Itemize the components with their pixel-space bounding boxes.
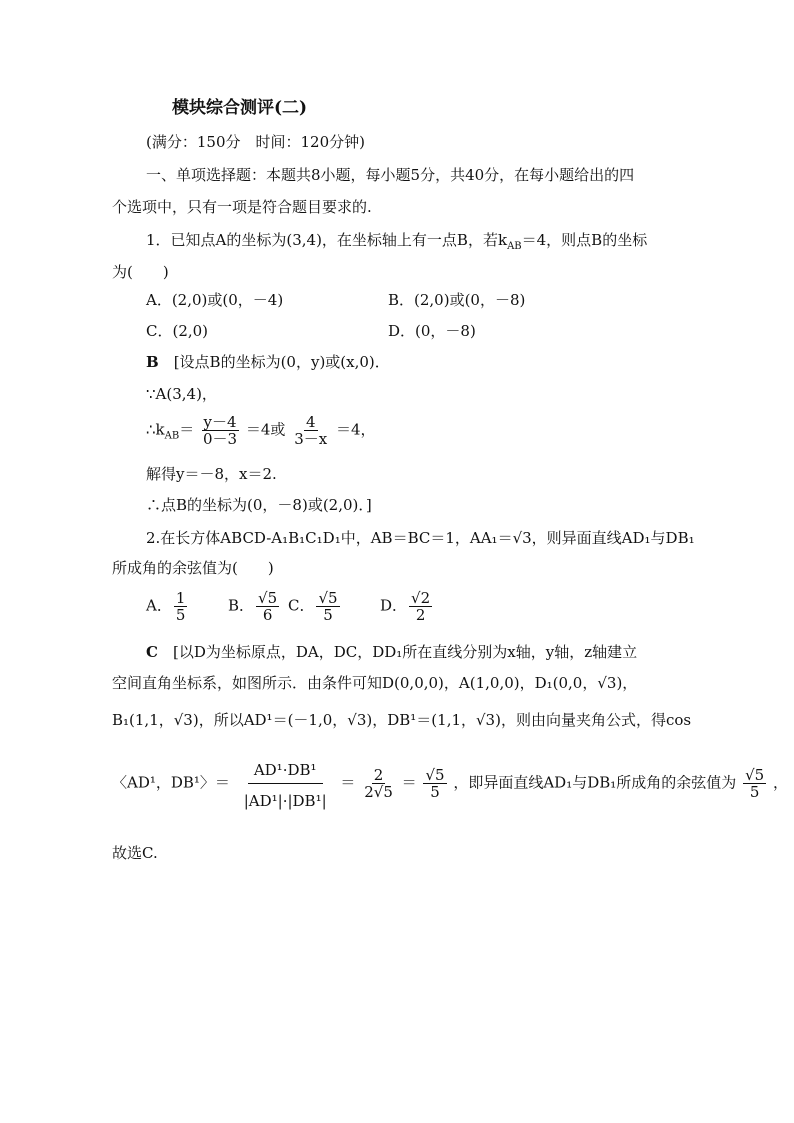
q1-answer-line2: ∵A(3,4)， xyxy=(146,385,217,403)
q2-answer-line1: C [以D为坐标原点，DA，DC，DD₁所在直线分别为x轴，y轴，z轴建立 xyxy=(146,643,638,661)
q2-option-c: C． $\frac{√5}{5}$ xyxy=(288,589,338,624)
q1-option-a: A．(2,0)或(0，－4) xyxy=(146,291,284,309)
q2-option-b: B． $\frac{√5}{6}$ xyxy=(228,589,278,624)
q2-fraction-2-over-2sqrt5: $\frac{2}{2√5}$ xyxy=(364,766,393,801)
q1-answer-line5: ∴点B的坐标为(0，－8)或(2,0)．] xyxy=(146,496,372,514)
q1-stem-line2: 为( ) xyxy=(112,263,169,281)
q1-answer-letter: B xyxy=(146,353,159,371)
q1-answer-line3: $\therefore k_{AB}=$ $\frac{y-4}{0-3}$ ＝4或 $\frac{4}{3-x}$ ＝4， xyxy=(146,413,376,448)
page-title: 模块综合测评(二) xyxy=(172,98,308,118)
q1-fraction-slope2: $\frac{4}{3-x}$ xyxy=(294,413,328,448)
q1-option-c: C．(2,0) xyxy=(146,322,209,340)
q2-answer-line2: 空间直角坐标系，如图所示．由条件可知D(0,0,0)，A(1,0,0)，D₁(0,0，√3)， xyxy=(112,674,638,692)
q2-answer-line3: B₁(1,1，√3)，所以AD¹＝(－1,0，√3)，DB¹＝(1,1，√3)，则由向量夹角公式，得cos xyxy=(112,711,692,729)
exam-meta: (满分：150分 时间：120分钟) xyxy=(146,133,365,151)
q1-option-b: B．(2,0)或(0，－8) xyxy=(388,291,526,309)
q1-answer-line4: 解得y＝－8，x＝2. xyxy=(146,465,277,483)
q1-stem-line1: 1．已知点A的坐标为(3,4)，在坐标轴上有一点B，若$k_{AB}=4$，则点B的坐标 xyxy=(146,231,648,252)
section-instruction-line1: 一、单项选择题：本题共8小题，每小题5分，共40分，在每小题给出的四 xyxy=(146,166,635,184)
section-instruction-line2: 个选项中，只有一项是符合题目要求的. xyxy=(112,198,372,216)
q2-answer-letter: C xyxy=(146,643,158,661)
q2-cosine-fraction: $\frac{\text{AD¹·DB¹}}{\text{|AD¹|·|DB¹|}}$ xyxy=(238,755,333,812)
q2-answer-line4: 〈AD¹，DB¹〉＝ $\frac{\text{AD¹·DB¹}}{\text{|AD¹|·|DB¹|}}$ ＝ $\frac{2}{2√5}$ ＝ $\frac{√5}{5}$ ，即异面直线AD₁与DB₁所成角的余弦值为 $\frac{√5}{5}$ ， xyxy=(112,755,788,812)
q2-fraction-result: $\frac{√5}{5}$ xyxy=(745,766,765,801)
q1-answer-line1: B [设点B的坐标为(0，y)或(x,0)． xyxy=(146,353,390,371)
q2-option-d: D． $\frac{√2}{2}$ xyxy=(380,589,431,624)
q2-fraction-sqrt5-over-5: $\frac{√5}{5}$ xyxy=(425,766,445,801)
q1-fraction-slope1: $\frac{y-4}{0-3}$ xyxy=(203,413,238,448)
q1-option-d: D．(0，－8) xyxy=(388,322,476,340)
q2-option-a: A． $\frac{1}{5}$ xyxy=(146,589,186,624)
q2-answer-line5: 故选C. xyxy=(112,844,158,862)
q2-stem-line1: 2.在长方体ABCD-A₁B₁C₁D₁中，AB＝BC＝1，AA₁＝√3，则异面直线AD₁与DB₁ xyxy=(146,529,695,547)
q2-stem-line2: 所成角的余弦值为( ) xyxy=(112,559,274,577)
